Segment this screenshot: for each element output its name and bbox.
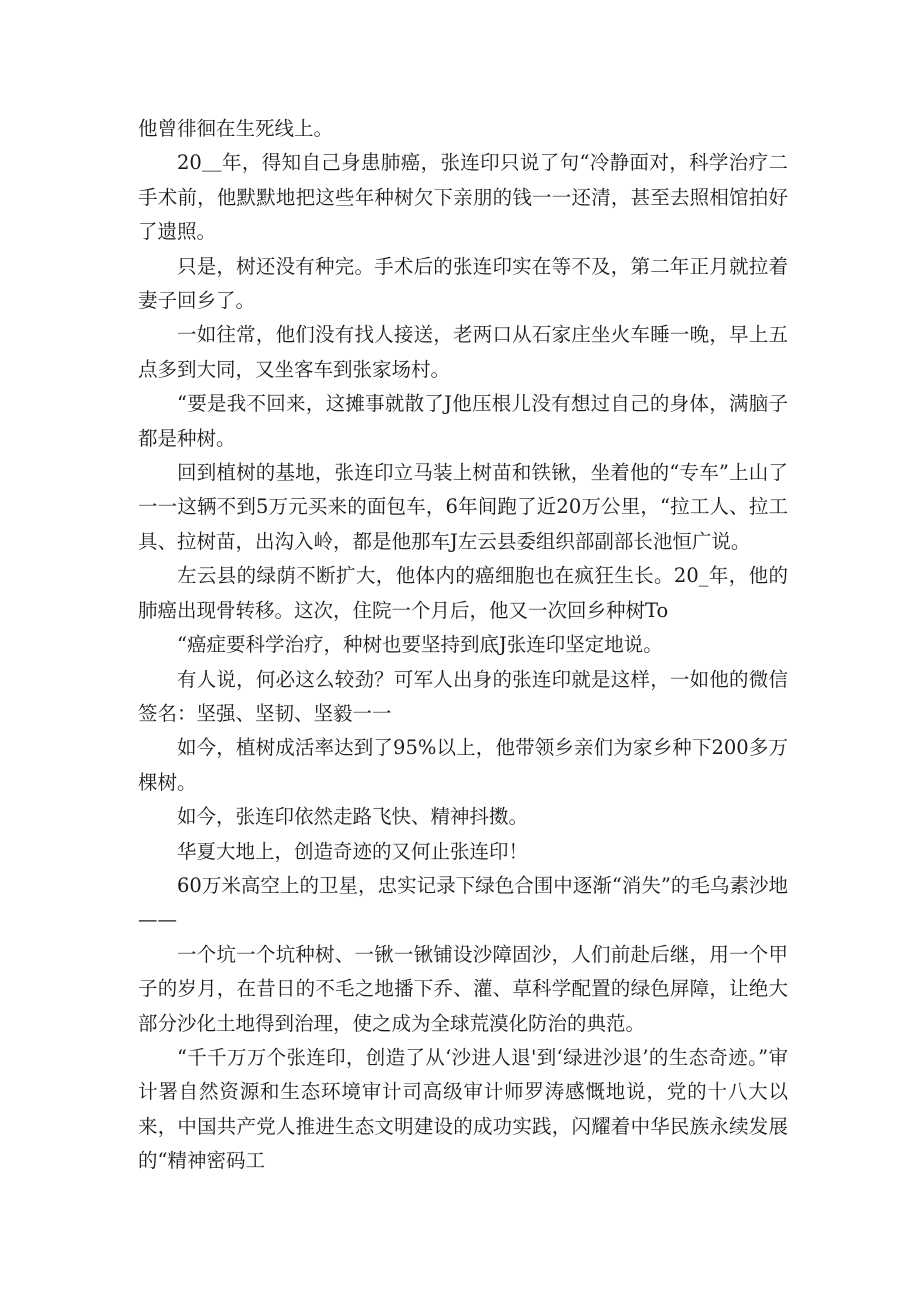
paragraph-2: 20＿年，得知自己身患肺癌，张连印只说了句“冷静面对，科学治疗二手术前，他默默地把这些年种树欠下亲朋的钱一一还清，甚至去照相馆拍好了遗照。 bbox=[138, 151, 788, 244]
paragraph-5: “要是我不回来，这摊事就散了J他压根儿没有想过自己的身体，满脑子都是种树。 bbox=[138, 392, 788, 450]
paragraph-12: 华夏大地上，创造奇迹的又何止张连印！ bbox=[177, 839, 529, 863]
paragraph-13: 60万米高空上的卫星，忠实记录下绿色合围中逐渐“消失”的毛乌素沙地—— bbox=[138, 873, 788, 932]
paragraph-8: “癌症要科学治疗，种树也要坚持到底J张连印坚定地说。 bbox=[177, 633, 663, 657]
paragraph-6: 回到植树的基地，张连印立马装上树苗和铁锹，坐着他的“专车”上山了一一这辆不到5万元买来的面包车，6年间跑了近20万公里，“拉工人、拉工具、拉树苗，出沟入岭，都是他那车J左云县委组织部副部长池恒广说。 bbox=[138, 461, 788, 553]
paragraph-14: 一个坑一个坑种树、一锹一锹铺设沙障固沙，人们前赴后继，用一个甲子的岁月，在昔日的不毛之地播下乔、灌、草科学配置的绿色屏障，让绝大部分沙化土地得到治理，使之成为全球荒漠化防治的典范。 bbox=[138, 942, 788, 1035]
paragraph-1: 他曾徘徊在生死线上。 bbox=[138, 117, 334, 140]
article-body bbox=[138, 112, 788, 1179]
paragraph-3: 只是，树还没有种完。手术后的张连印实在等不及，第二年正月就拉着妻子回乡了。 bbox=[138, 254, 788, 313]
paragraph-7: 左云县的绿荫不断扩大，他体内的癌细胞也在疯狂生长。20_年，他的肺癌出现骨转移。这次，住院一个月后，他又一次回乡种树To bbox=[138, 564, 788, 622]
paragraph-11: 如今，张连印依然走路飞快、精神抖擞。 bbox=[177, 805, 529, 829]
paragraph-10: 如今，植树成活率达到了95%以上，他带领乡亲们为家乡种下200多万棵树。 bbox=[138, 736, 788, 794]
paragraph-4: 一如往常，他们没有找人接送，老两口从石家庄坐火车睡一晚，早上五点多到大同，又坐客车到张家场村。 bbox=[138, 323, 788, 381]
paragraph-9: 有人说，何必这么较劲？可军人出身的张连印就是这样，一如他的微信签名：坚强、坚韧、坚毅一一 bbox=[138, 667, 788, 725]
paragraph-15: “千千万万个张连印，创造了从‘沙进人退'到‘绿进沙退’的生态奇迹。”审计署自然资源和生态环境审计司高级审计师罗涛感慨地说，党的十八大以来，中国共产党人推进生态文明建设的成功实践，闪耀着中华民族永续发展的“精神密码工 bbox=[138, 1045, 788, 1173]
